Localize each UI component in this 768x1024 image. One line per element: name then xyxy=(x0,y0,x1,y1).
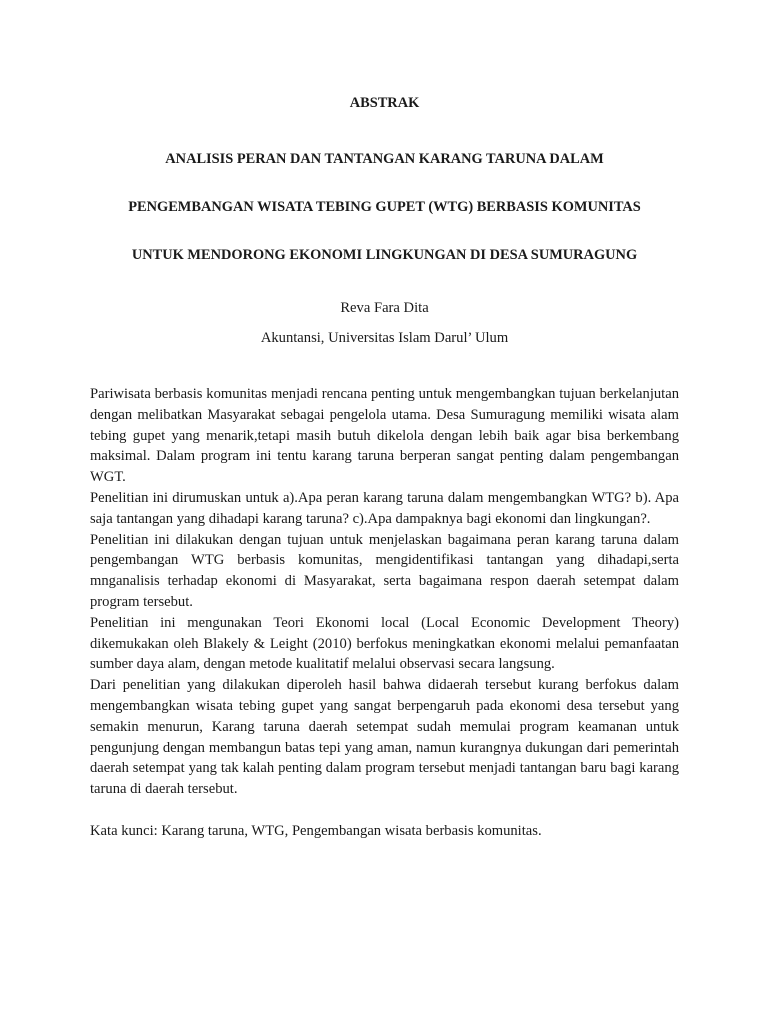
abstract-paragraph-4: Penelitian ini mengunakan Teori Ekonomi local (Local Economic Development Theory) dikemukakan oleh Blakely & Leight (2010) berfokus meningkatkan ekonomi melalui pemanfaatan sumber daya alam, dengan metode kualitatif melalui observasi secara langsung. xyxy=(90,614,679,673)
title-line-1: ANALISIS PERAN DAN TANTANGAN KARANG TARUNA DALAM xyxy=(165,151,604,167)
author-name: Reva Fara Dita xyxy=(340,300,429,316)
abstract-heading: ABSTRAK xyxy=(349,95,420,111)
abstract-paragraph-3: Penelitian ini dilakukan dengan tujuan untuk menjelaskan bagaimana peran karang taruna dalam pengembangan WTG berbasis komunitas, mengidentifikasi tantangan yang dihadapi,serta mnganalisis terhadap ekonomi di Masyarakat, serta bagaimana respon daerah setempat dalam program tersebut. xyxy=(90,531,679,610)
abstract-paragraph-2: Penelitian ini dirumuskan untuk a).Apa peran karang taruna dalam mengembangkan WTG? b). Apa saja tantangan yang dihadapi karang taruna? c).Apa dampaknya bagi ekonomi dan lingkungan?. xyxy=(90,489,679,527)
author-affiliation: Akuntansi, Universitas Islam Darul’ Ulum xyxy=(260,330,509,346)
abstract-paragraph-5: Dari penelitian yang dilakukan diperoleh hasil bahwa didaerah tersebut kurang berfokus dalam mengembangkan wisata tebing gupet yang sangat berpengaruh pada ekonomi desa tersebut yang semakin menurun, Karang taruna daerah setempat sudah memulai program keamanan untuk pengunjung dengan membangun batas tepi yang aman, namun kurangnya dukungan dari pemerintah daerah setempat yang tak kalah penting dalam program tersebut menjadi tantangan baru bagi karang taruna di daerah tersebut. xyxy=(90,677,679,798)
abstract-paragraph-1: Pariwisata berbasis komunitas menjadi rencana penting untuk mengembangkan tujuan berkelanjutan dengan melibatkan Masyarakat sebagai pengelola utama. Desa Sumuragung memiliki wisata alam tebing gupet yang menarik,tetapi masih butuh dikelola dengan lebih baik agar bisa berkembang maksimal. Dalam program ini tentu karang taruna berperan sangat penting dalam pengembangan WGT. xyxy=(90,386,679,486)
title-line-2: PENGEMBANGAN WISATA TEBING GUPET (WTG) BERBASIS KOMUNITAS xyxy=(128,199,641,215)
abstract-body xyxy=(90,384,679,800)
title-line-3: UNTUK MENDORONG EKONOMI LINGKUNGAN DI DESA SUMURAGUNG xyxy=(131,247,638,263)
abstract-page xyxy=(90,91,679,842)
keywords-line: Kata kunci: Karang taruna, WTG, Pengembangan wisata berbasis komunitas. xyxy=(90,822,542,839)
paper-title xyxy=(90,123,679,291)
